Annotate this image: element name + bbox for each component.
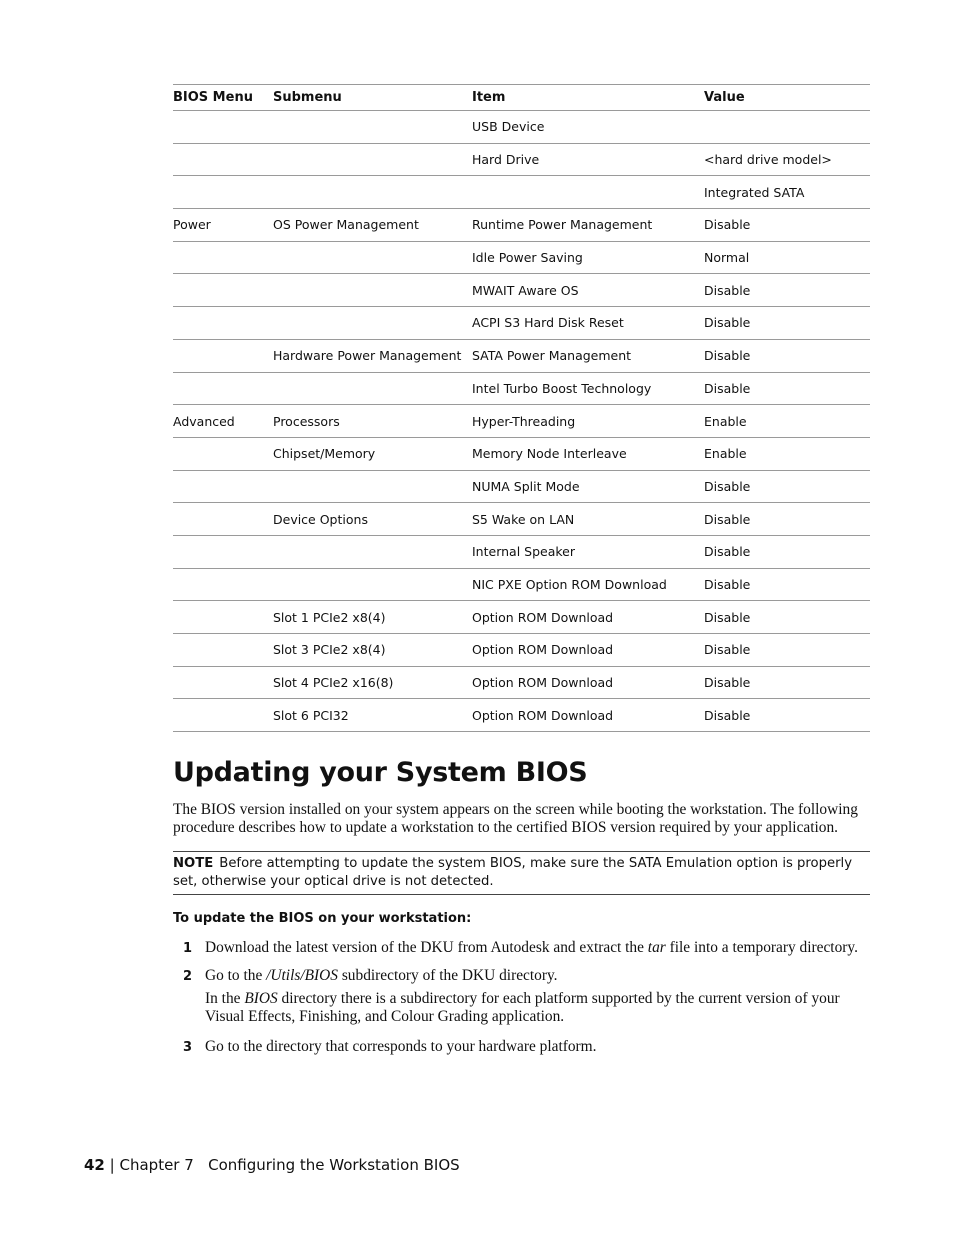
table-row <box>173 667 870 700</box>
table-row <box>173 438 870 471</box>
cell-submenu: Hardware Power Management <box>273 348 462 364</box>
cell-value: Disable <box>704 642 751 658</box>
table-row <box>173 471 870 504</box>
cell-bios-menu: Power <box>173 217 211 233</box>
cell-item: Option ROM Download <box>472 642 614 658</box>
cell-item: Runtime Power Management <box>472 217 653 233</box>
cell-item: SATA Power Management <box>472 348 632 364</box>
step-text <box>205 939 873 957</box>
cell-item: Option ROM Download <box>472 707 614 723</box>
cell-submenu: Device Options <box>273 511 368 527</box>
note-box <box>173 851 870 895</box>
bios-settings-table <box>173 84 870 732</box>
cell-value: Enable <box>704 446 747 462</box>
cell-item: S5 Wake on LAN <box>472 511 575 527</box>
step-number: 2 <box>183 969 193 984</box>
table-row <box>173 569 870 602</box>
cell-value: Disable <box>704 380 751 396</box>
table-row <box>173 699 870 732</box>
cell-item: Option ROM Download <box>472 675 614 691</box>
cell-value: Disable <box>704 282 751 298</box>
cell-submenu: Slot 6 PCI32 <box>273 707 349 723</box>
cell-value: Disable <box>704 315 751 331</box>
step-number: 3 <box>183 1040 193 1055</box>
cell-value: <hard drive model> <box>704 152 832 168</box>
cell-submenu: Slot 3 PCIe2 x8(4) <box>273 642 386 658</box>
cell-item: Hyper-Threading <box>472 413 576 429</box>
section-title: Updating your System BIOS <box>173 757 588 788</box>
cell-value: Disable <box>704 217 751 233</box>
table-row <box>173 601 870 634</box>
cell-item: ACPI S3 Hard Disk Reset <box>472 315 624 331</box>
cell-submenu: Chipset/Memory <box>273 446 376 462</box>
cell-value: Normal <box>704 250 750 266</box>
table-row <box>173 634 870 667</box>
table-row <box>173 307 870 340</box>
cell-value: Disable <box>704 478 751 494</box>
footer-separator: | <box>109 1156 115 1174</box>
step-text-italic: tar <box>647 939 666 956</box>
cell-value: Disable <box>704 707 751 723</box>
cell-value: Disable <box>704 675 751 691</box>
cell-submenu: Slot 1 PCIe2 x8(4) <box>273 609 386 625</box>
procedure-title: To update the BIOS on your workstation: <box>173 911 472 926</box>
step-text-italic: /Utils/BIOS <box>266 967 338 984</box>
table-row <box>173 536 870 569</box>
step-text-part: Go to the <box>205 967 267 984</box>
cell-item: Option ROM Download <box>472 609 614 625</box>
cell-value: Disable <box>704 511 751 527</box>
table-row <box>173 209 870 242</box>
cell-item: NIC PXE Option ROM Download <box>472 576 667 592</box>
column-header-value: Value <box>704 90 745 105</box>
step-text-part: directory there is a subdirectory for each platform supported by the current version of your Visual Effects, Finishing, and Colour Grading application. <box>205 990 840 1025</box>
cell-submenu: Processors <box>273 413 340 429</box>
cell-value: Disable <box>704 348 751 364</box>
column-header-bios-menu: BIOS Menu <box>173 90 253 105</box>
table-row <box>173 144 870 177</box>
cell-item: Intel Turbo Boost Technology <box>472 380 652 396</box>
cell-submenu: Slot 4 PCIe2 x16(8) <box>273 675 394 691</box>
step-text-part: file into a temporary directory. <box>665 939 858 956</box>
cell-value: Integrated SATA <box>704 184 805 200</box>
table-row <box>173 176 870 209</box>
step-text-italic: BIOS <box>244 990 278 1007</box>
step-text-part: Download the latest version of the DKU from Autodesk and extract the <box>205 939 648 956</box>
table-row <box>173 274 870 307</box>
cell-item: USB Device <box>472 119 545 135</box>
section-intro: The BIOS version installed on your system appears on the screen while booting the workstation. The following procedure describes how to update a workstation to the certified BIOS version required by your application. <box>173 801 858 836</box>
page-number: 42 <box>84 1156 105 1174</box>
cell-value: Disable <box>704 544 751 560</box>
table-row <box>173 111 870 144</box>
cell-item: Hard Drive <box>472 152 540 168</box>
cell-item: Internal Speaker <box>472 544 575 560</box>
note-label: NOTE <box>173 856 214 871</box>
cell-submenu: OS Power Management <box>273 217 419 233</box>
cell-value: Enable <box>704 413 747 429</box>
table-body <box>173 111 870 732</box>
footer-chapter: Chapter 7 <box>119 1156 194 1174</box>
cell-bios-menu: Advanced <box>173 413 235 429</box>
table-row <box>173 340 870 373</box>
step-text: Go to the directory that corresponds to your hardware platform. <box>205 1038 597 1055</box>
column-header-item: Item <box>472 90 506 105</box>
table-header-row <box>173 85 870 111</box>
table-row <box>173 503 870 536</box>
cell-value: Disable <box>704 609 751 625</box>
step-subtext <box>205 990 873 1026</box>
note-text: Before attempting to update the system BIOS, make sure the SATA Emulation option is properly set, otherwise your optical drive is not detected. <box>173 856 852 889</box>
step-number: 1 <box>183 941 193 956</box>
table-row <box>173 242 870 275</box>
column-header-submenu: Submenu <box>273 90 342 105</box>
table-row <box>173 405 870 438</box>
table-row <box>173 373 870 406</box>
step-text <box>205 967 873 985</box>
cell-item: Memory Node Interleave <box>472 446 627 462</box>
cell-item: NUMA Split Mode <box>472 478 580 494</box>
footer-chapter-title: Configuring the Workstation BIOS <box>208 1156 460 1174</box>
cell-value: Disable <box>704 576 751 592</box>
cell-item: Idle Power Saving <box>472 250 583 266</box>
step-text-part: In the <box>205 990 245 1007</box>
cell-item: MWAIT Aware OS <box>472 282 579 298</box>
page-footer <box>84 1156 460 1174</box>
step-text-part: subdirectory of the DKU directory. <box>337 967 558 984</box>
